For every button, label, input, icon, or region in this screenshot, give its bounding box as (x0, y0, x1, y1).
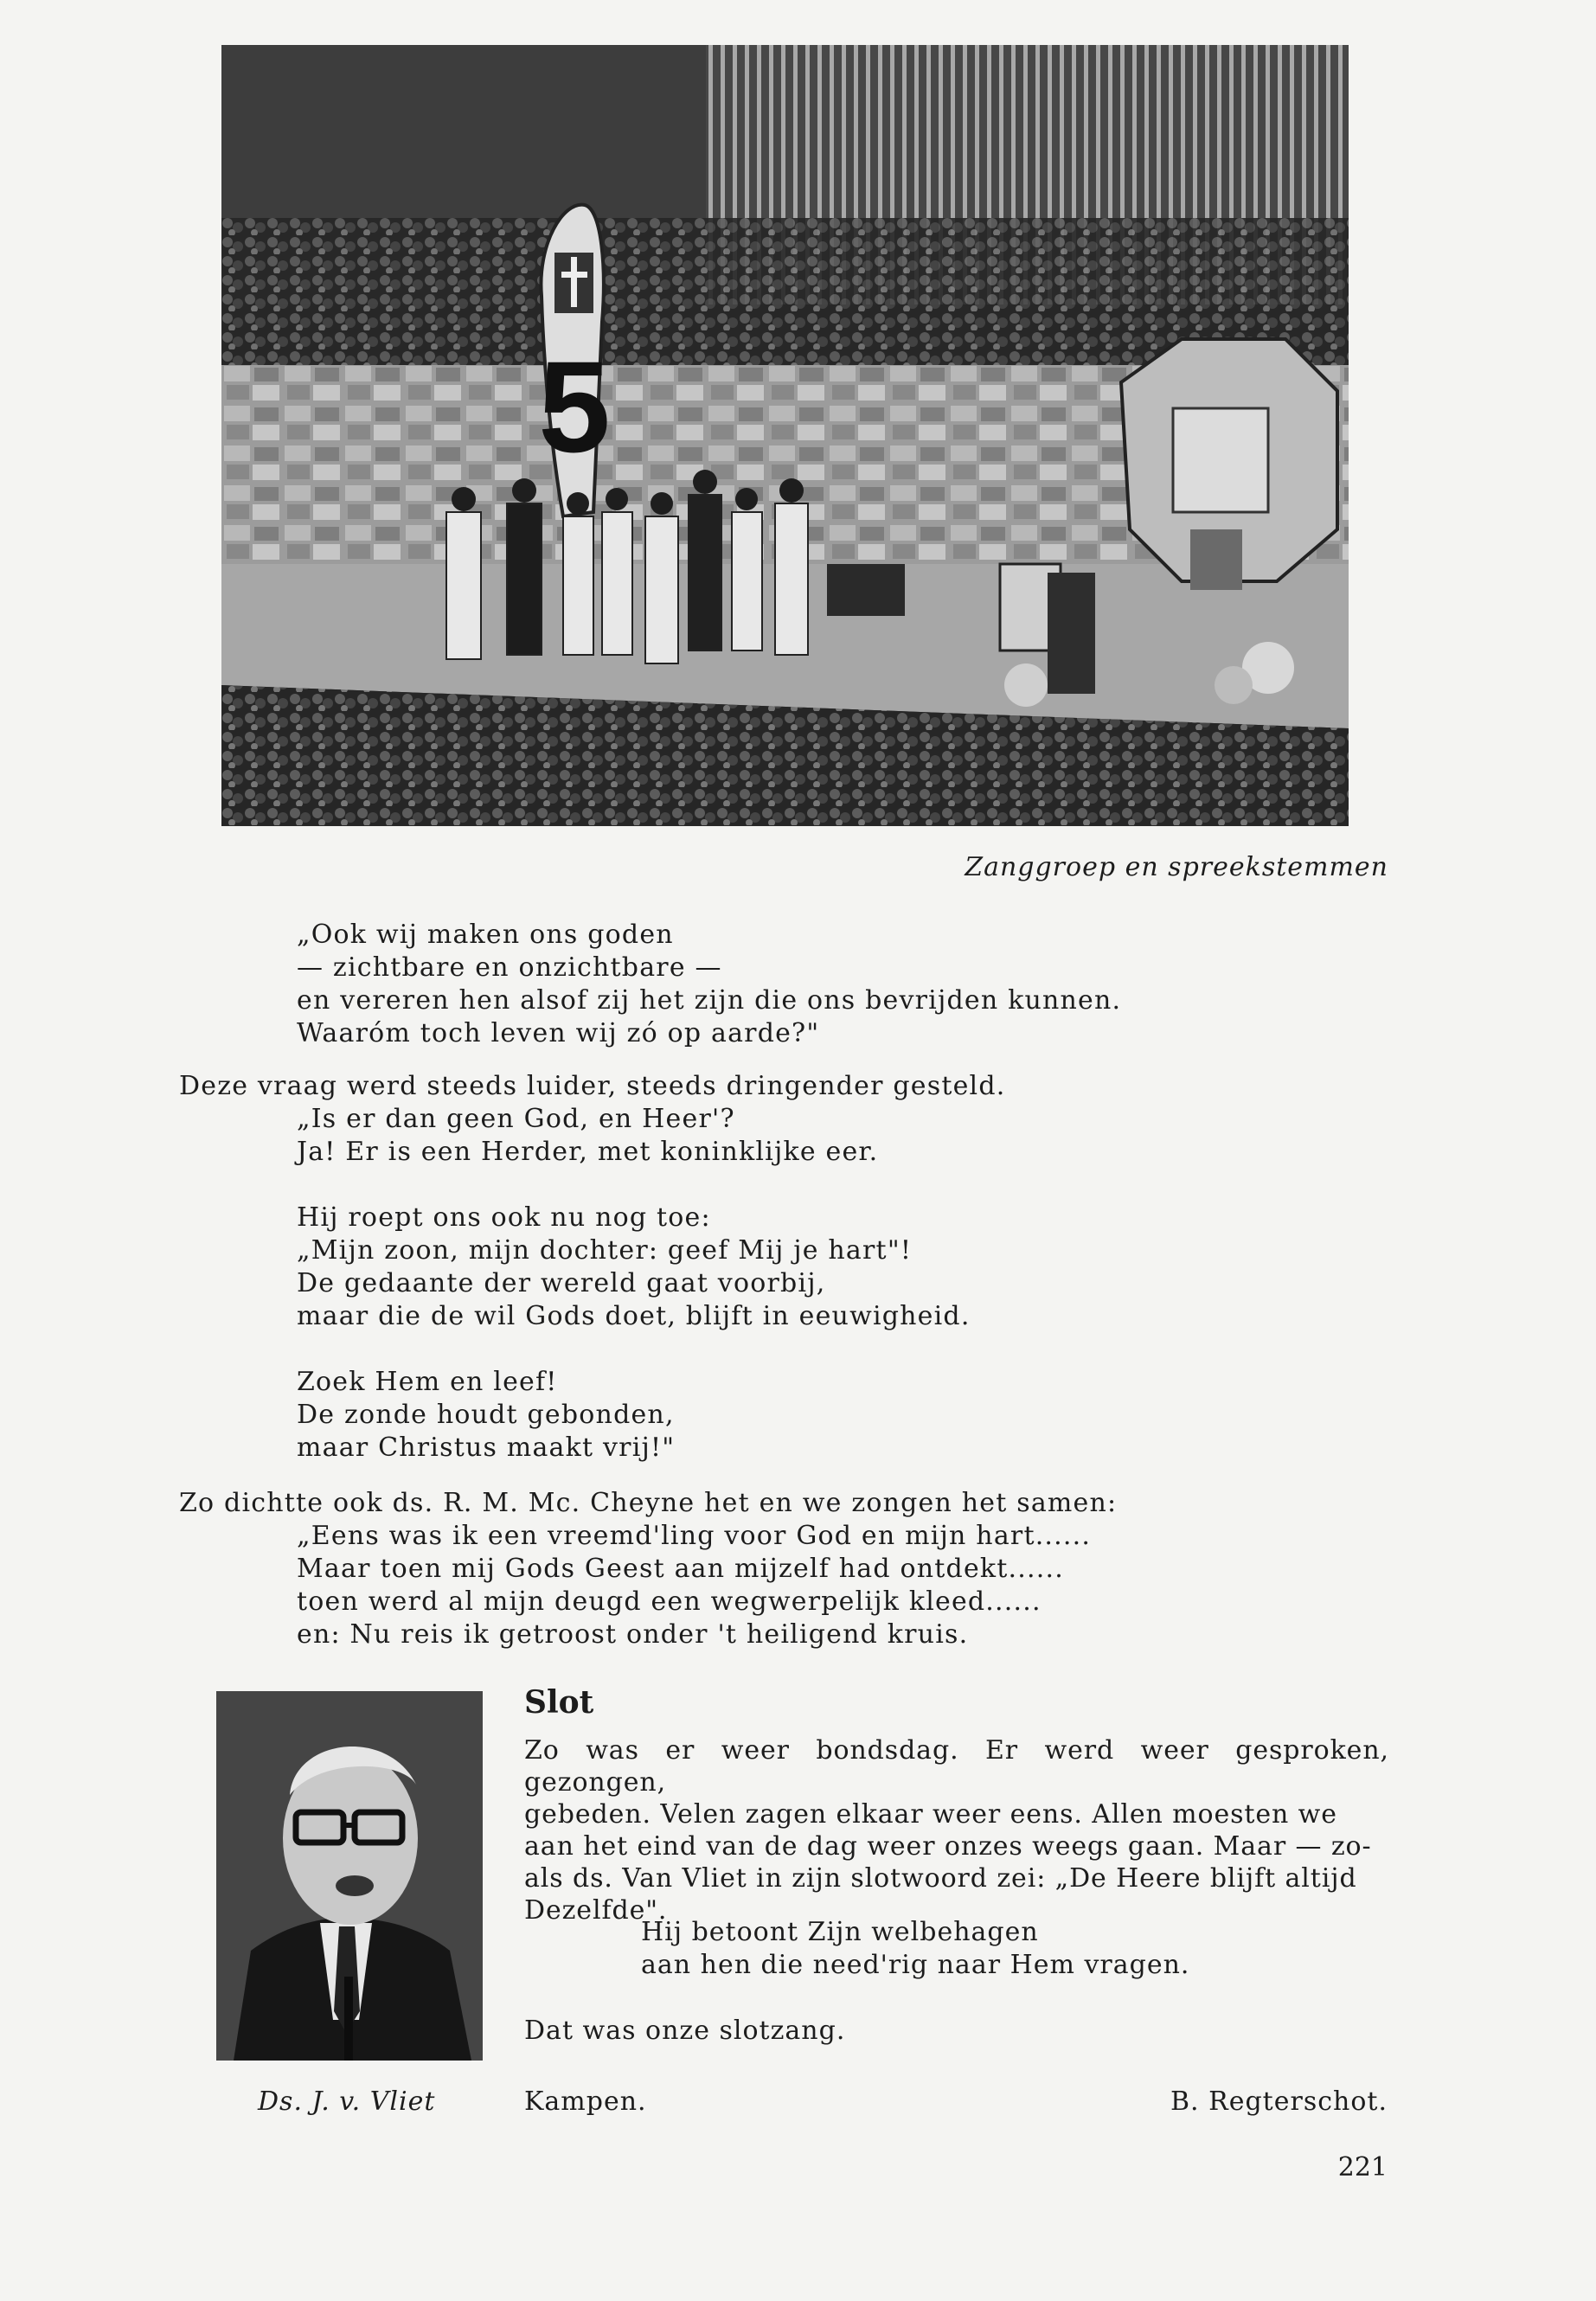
page-number: 221 (1337, 2152, 1388, 2182)
place-name: Kampen. (524, 2086, 647, 2117)
paragraph-line: Zo was er weer bondsdag. Er werd weer gesproken, gezongen, (524, 1735, 1389, 1798)
poem-line: maar die de wil Gods doet, blijft in eeuwigheid. (297, 1301, 971, 1331)
poem-line: De gedaante der wereld gaat voorbij, (297, 1268, 826, 1298)
closing-line: Dat was onze slotzang. (524, 2016, 846, 2046)
poem-line: De zonde houdt gebonden, (297, 1400, 675, 1430)
stage-decoration (1121, 339, 1337, 590)
poem-line: „Mijn zoon, mijn dochter: geef Mij je hart"! (297, 1235, 913, 1266)
poem-line: Waaróm toch leven wij zó op aarde?" (297, 1018, 820, 1048)
poem-line: en: Nu reis ik getroost onder 't heiligend kruis. (297, 1619, 969, 1650)
sign-number: 5 (538, 334, 611, 479)
choir-stage-photo (221, 45, 1349, 826)
verse-line: Hij betoont Zijn welbehagen (641, 1917, 1039, 1947)
poem-line: Ja! Er is een Herder, met koninklijke eer. (297, 1137, 879, 1167)
poem-line: Hij roept ons ook nu nog toe: (297, 1202, 711, 1233)
section-heading: Slot (524, 1684, 594, 1721)
slot-paragraph (524, 1734, 1389, 1926)
poem-line: Maar toen mij Gods Geest aan mijzelf had ontdekt...... (297, 1554, 1064, 1584)
poem-line: „Ook wij maken ons goden (297, 920, 674, 950)
verse-line: aan hen die need'rig naar Hem vragen. (641, 1950, 1190, 1980)
photo-caption: Zanggroep en spreekstemmen (965, 852, 1388, 882)
body-line: Zo dichtte ook ds. R. M. Mc. Cheyne het en we zongen het samen: (179, 1488, 1118, 1518)
author-signature: B. Regterschot. (1170, 2086, 1388, 2117)
paragraph-line: gebeden. Velen zagen elkaar weer eens. Allen moesten we (524, 1799, 1337, 1830)
portrait-caption: Ds. J. v. Vliet (258, 2086, 436, 2117)
paragraph-line: Dezelfde". (524, 1895, 668, 1926)
poem-line: maar Christus maakt vrij!" (297, 1433, 676, 1463)
poem-line: toen werd al mijn deugd een wegwerpelijk kleed...... (297, 1586, 1042, 1617)
paragraph-line: aan het eind van de dag weer onzes weegs gaan. Maar — zo- (524, 1831, 1372, 1862)
paragraph-line: als ds. Van Vliet in zijn slotwoord zei: „De Heere blijft altijd (524, 1863, 1357, 1894)
poem-line: — zichtbare en onzichtbare — (297, 952, 722, 983)
portrait-photo (216, 1691, 483, 2061)
poem-line: „Is er dan geen God, en Heer'? (297, 1104, 735, 1134)
poem-line: en vereren hen alsof zij het zijn die ons bevrijden kunnen. (297, 985, 1122, 1016)
stage-sign (538, 205, 610, 516)
poem-line: „Eens was ik een vreemd'ling voor God en mijn hart...... (297, 1521, 1092, 1551)
poem-line: Zoek Hem en leef! (297, 1367, 558, 1397)
body-line: Deze vraag werd steeds luider, steeds dringender gesteld. (179, 1071, 1006, 1101)
